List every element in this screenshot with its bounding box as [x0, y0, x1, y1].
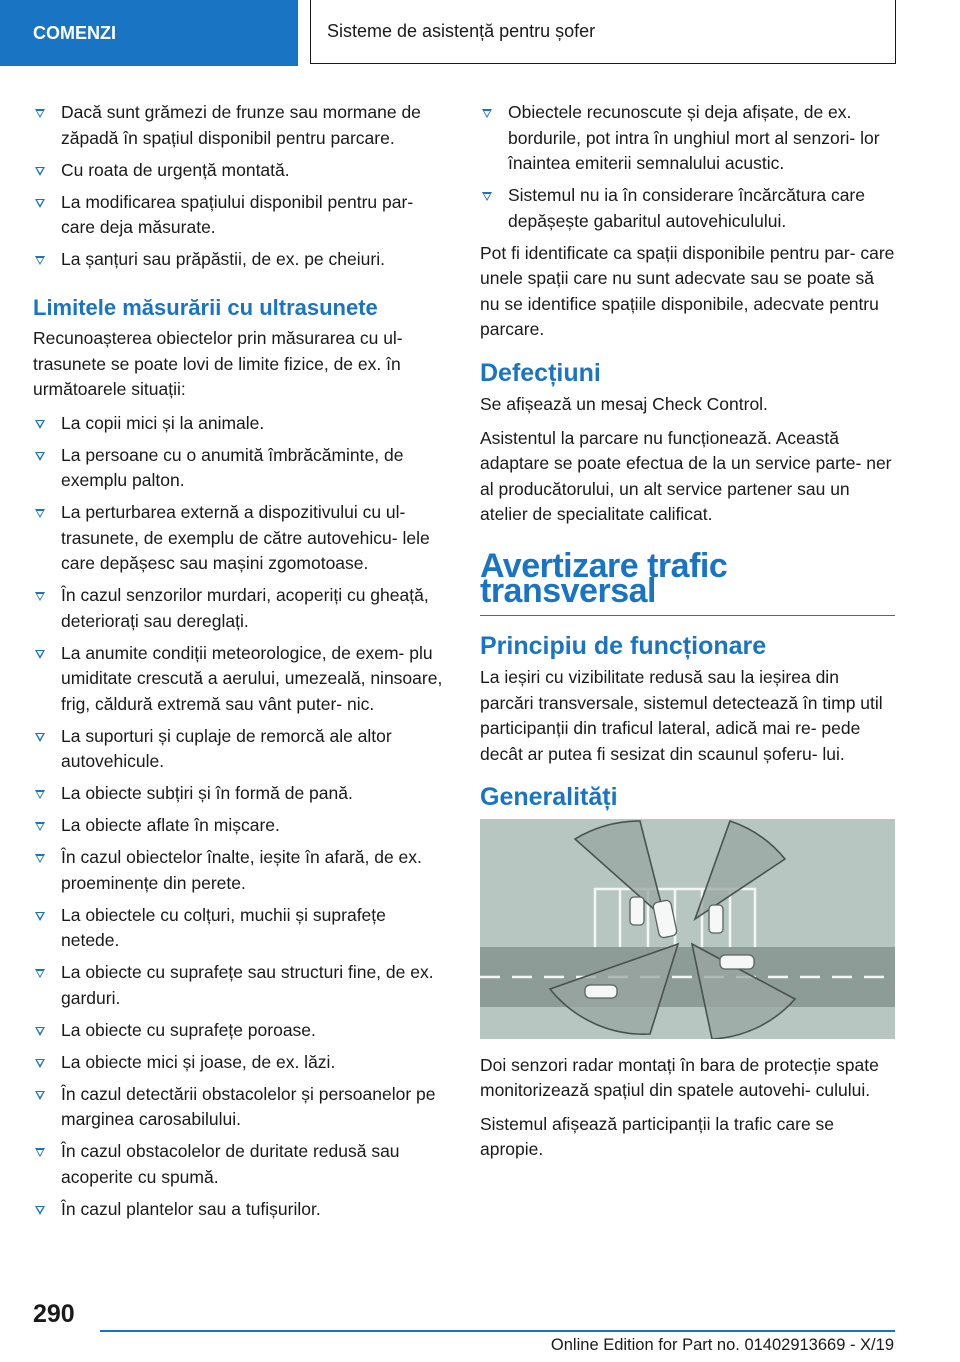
defects-text-1: Se afișează un mesaj Check Control.	[480, 394, 768, 414]
footer-divider	[100, 1330, 895, 1332]
bullet-triangle-icon	[35, 592, 45, 601]
bullet-triangle-icon	[35, 509, 45, 518]
bullet-triangle-icon	[35, 1059, 45, 1068]
bullet-triangle-icon	[35, 256, 45, 265]
list-item: La anumite condiții meteorologice, de exem‐ plu umiditate crescută a aerului, umezeală, ninsoare, frig, căldură extremă sau vânt puter‐ nic.	[33, 641, 448, 718]
list-item: Dacă sunt grămezi de frunze sau mormane de zăpadă în spațiul disponibil pentru parcare.	[33, 100, 448, 151]
bullet-triangle-icon	[35, 1091, 45, 1100]
list-item: La persoane cu o anumită îmbrăcăminte, de exemplu palton.	[33, 443, 448, 494]
section-heading-principle: Principiu de funcționare	[480, 631, 767, 660]
bullet-triangle-icon	[482, 109, 492, 118]
bullet-triangle-icon	[35, 854, 45, 863]
chapter-title: Sisteme de asistență pentru șofer	[327, 21, 596, 41]
list-item: La suporturi și cuplaje de remorcă ale altor autovehicule.	[33, 724, 448, 775]
bullet-list-top-right	[480, 100, 895, 234]
bullet-triangle-icon	[35, 969, 45, 978]
list-item: În cazul obstacolelor de duritate redusă sau acoperite cu spumă.	[33, 1139, 448, 1190]
list-item: La obiecte subțiri și în formă de pană.	[33, 781, 448, 807]
defects-text-2: Asistentul la parcare nu funcționează. Această adaptare se poate efectua de la un service parte‐ ner al producătorului, un alt service partener sau un atelier de specialitate calificat.	[480, 427, 892, 524]
list-item: Obiectele recunoscute și deja afișate, de ex. bordurile, pot intra în unghiul mort al senzori‐ lor înaintea emiterii semnalului acustic.	[480, 100, 895, 177]
bullet-triangle-icon	[35, 822, 45, 831]
bullet-triangle-icon	[35, 1206, 45, 1215]
bullet-triangle-icon	[35, 420, 45, 429]
list-item: În cazul obiectelor înalte, ieșite în afară, de ex. proeminențe din perete.	[33, 845, 448, 896]
bullet-triangle-icon	[35, 109, 45, 118]
bullet-triangle-icon	[482, 192, 492, 201]
page-number: 290	[33, 1300, 75, 1328]
list-item: În cazul senzorilor murdari, acoperiți cu gheață, deteriorați sau dereglați.	[33, 583, 448, 634]
ultrasound-intro: Recunoașterea obiectelor prin măsurarea cu ul‐ trasunete se poate lovi de limite fizice, de ex. în următoarele situații:	[33, 328, 403, 399]
bullet-triangle-icon	[35, 199, 45, 208]
section-heading-defects: Defecțiuni	[480, 358, 601, 387]
list-item: La obiecte mici și joase, de ex. lăzi.	[33, 1050, 448, 1076]
section-heading-general: Generalități	[480, 783, 618, 811]
list-item: Cu roata de urgență montată.	[33, 158, 448, 184]
bullet-triangle-icon	[35, 912, 45, 921]
chapter-heading-cross-traffic: Avertizare trafic transversal	[480, 554, 895, 616]
bullet-triangle-icon	[35, 452, 45, 461]
list-item: La modificarea spațiului disponibil pentru par‐ care deja măsurate.	[33, 190, 448, 241]
section-tab	[0, 0, 298, 66]
bullet-triangle-icon	[35, 1027, 45, 1036]
bullet-triangle-icon	[35, 167, 45, 176]
list-item: La obiecte cu suprafețe poroase.	[33, 1018, 448, 1044]
bullet-list-top-left	[33, 100, 448, 273]
list-item: La obiecte cu suprafețe sau structuri fine, de ex. garduri.	[33, 960, 448, 1011]
section-label: COMENZI	[33, 22, 116, 43]
right-column	[480, 100, 895, 1171]
principle-text: La ieșiri cu vizibilitate redusă sau la ieșirea din parcări transversale, sistemul detectează în timp util participanții din traficul lateral, adică mai re‐ pede decât ar putea fi sesizat din scaunul șoferu‐ lui.	[480, 667, 883, 764]
edition-info: Online Edition for Part no. 01402913669 - X/19	[550, 1336, 894, 1354]
left-column	[33, 100, 448, 1229]
cross-traffic-illustration	[480, 819, 895, 1039]
list-item: La obiecte aflate în mișcare.	[33, 813, 448, 839]
bullet-triangle-icon	[35, 1148, 45, 1157]
list-item: La copii mici și la animale.	[33, 411, 448, 437]
list-item: La șanțuri sau prăpăstii, de ex. pe cheiuri.	[33, 247, 448, 273]
general-text-1: Doi senzori radar montați în bara de protecție spate monitorizează spațiul din spatele autovehi‐ culului.	[480, 1054, 879, 1100]
bullet-triangle-icon	[35, 790, 45, 799]
list-item: La perturbarea externă a dispozitivului cu ul‐ trasunete, de exemplu de către autovehicu‐ lele care depășesc sau mașini zgomotoase.	[33, 500, 448, 577]
list-item: În cazul plantelor sau a tufișurilor.	[33, 1197, 448, 1223]
bullet-triangle-icon	[35, 733, 45, 742]
list-item: Sistemul nu ia în considerare încărcătura care depășește gabaritul autovehiculului.	[480, 183, 895, 234]
parking-space-note: Pot fi identificate ca spații disponibile pentru par‐ care unele spații care nu sunt adecvate sau se poate să nu se identifice spațiile disponibile, adecvate pentru parcare.	[480, 242, 895, 339]
general-text-2: Sistemul afișează participanții la trafic care se apropie.	[480, 1113, 835, 1159]
chapter-title-box	[310, 0, 896, 64]
bullet-list-limits	[33, 411, 448, 1223]
section-heading-ultrasound-limits: Limitele măsurării cu ultrasunete	[33, 294, 378, 320]
list-item: În cazul detectării obstacolelor și persoanelor pe marginea carosabilului.	[33, 1082, 448, 1133]
list-item: La obiectele cu colțuri, muchii și suprafețe netede.	[33, 903, 448, 954]
bullet-triangle-icon	[35, 650, 45, 659]
